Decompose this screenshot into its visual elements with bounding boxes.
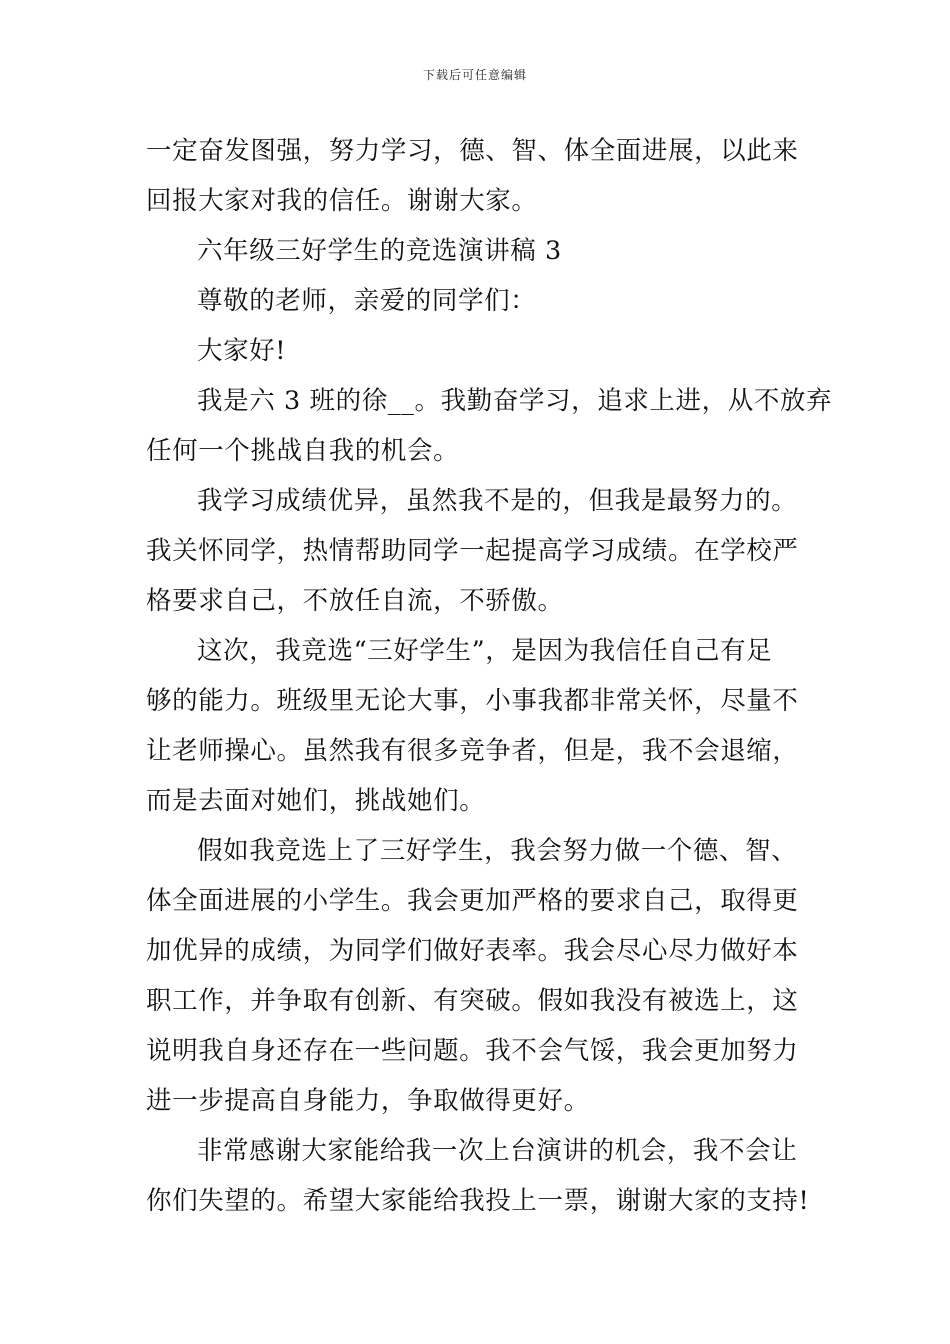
text-line: 够的能力。班级里无论大事，小事我都非常关怀，尽量不 [146, 686, 799, 716]
text-line: 我是六 3 班的徐__。我勤奋学习，追求上进，从不放弃 [197, 386, 833, 416]
text-line: 进一步提高自身能力，争取做得更好。 [146, 1086, 590, 1116]
text-line: 说明我自身还存在一些问题。我不会气馁，我会更加努力 [146, 1036, 799, 1066]
text-line: 我关怀同学，热情帮助同学一起提高学习成绩。在学校严 [146, 536, 799, 566]
text-line: 而是去面对她们，挑战她们。 [146, 786, 486, 816]
text-line: 格要求自己，不放任自流，不骄傲。 [146, 586, 564, 616]
salutation: 尊敬的老师，亲爱的同学们： [197, 286, 537, 316]
text-line: 体全面进展的小学生。我会更加严格的要求自己，取得更 [146, 886, 799, 916]
section-title: 六年级三好学生的竞选演讲稿 3 [197, 236, 562, 266]
text-line: 你们失望的。希望大家能给我投上一票，谢谢大家的支持! [146, 1186, 810, 1216]
text-line: 非常感谢大家能给我一次上台演讲的机会，我不会让 [197, 1136, 798, 1166]
text-line: 回报大家对我的信任。谢谢大家。 [146, 186, 538, 216]
text-line: 我学习成绩优异，虽然我不是的，但我是最努力的。 [197, 486, 798, 516]
text-line: 任何一个挑战自我的机会。 [146, 436, 460, 466]
text-line: 一定奋发图强，努力学习，德、智、体全面进展，以此来 [146, 136, 799, 166]
text-line: 职工作，并争取有创新、有突破。假如我没有被选上，这 [146, 986, 799, 1016]
text-line: 让老师操心。虽然我有很多竞争者，但是，我不会退缩， [146, 736, 799, 766]
greeting: 大家好! [197, 336, 287, 366]
document-body [146, 126, 833, 1226]
text-line: 这次，我竞选“三好学生”，是因为我信任自己有足 [197, 636, 773, 666]
text-line: 假如我竞选上了三好学生，我会努力做一个德、智、 [197, 836, 798, 866]
text-line: 加优异的成绩，为同学们做好表率。我会尽心尽力做好本 [146, 936, 799, 966]
page-header-note: 下载后可任意编辑 [422, 68, 527, 82]
